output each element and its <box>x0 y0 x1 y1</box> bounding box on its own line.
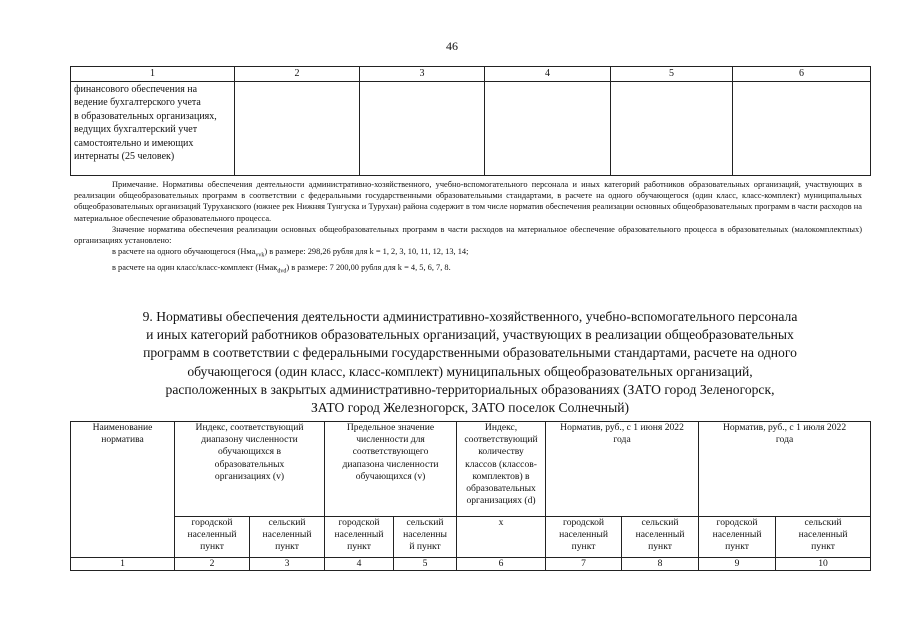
col-number: 6 <box>733 67 871 82</box>
continued-table-header-row <box>71 67 871 82</box>
empty-cell <box>611 81 733 175</box>
empty-cell <box>733 81 871 175</box>
empty-cell <box>485 81 611 175</box>
subheader-urban: городской населенный пункт <box>546 517 622 558</box>
note-rate-per-student: в расчете на одного обучающегося (Нма$_{vvk}$) в размере: 298,26 рубля для k = 1, 2, 3, 10, 11, 12, 13, 14; <box>112 247 469 259</box>
subheader-urban: городской населенный пункт <box>699 517 776 558</box>
subheader-urban: городской населенный пункт <box>325 517 394 558</box>
subheader-rural: сельский населенный пункт <box>622 517 699 558</box>
subheader-urban: городской населенный пункт <box>175 517 250 558</box>
col-number: 4 <box>325 558 394 571</box>
norms-table-number-row <box>71 558 871 571</box>
col-number: 2 <box>235 67 360 82</box>
col-number: 3 <box>250 558 325 571</box>
header-norm-name: Наименование норматива <box>71 422 175 558</box>
col-number: 5 <box>394 558 457 571</box>
norms-table <box>70 421 871 571</box>
norms-table-subheader-row <box>71 517 871 558</box>
col-number: 10 <box>776 558 871 571</box>
col-number: 1 <box>71 558 175 571</box>
subheader-x: х <box>457 517 546 558</box>
page-number: 46 <box>446 39 458 53</box>
note-paragraph: Значение норматива обеспечения реализации основных общеобразовательных программ в части расходов на материальное обеспечение образовательного процесса в образовательных (малокомплектных) организациях установлено: <box>74 224 862 246</box>
col-number: 3 <box>360 67 485 82</box>
subheader-rural: сельский населенный пункт <box>250 517 325 558</box>
col-number: 8 <box>622 558 699 571</box>
col-number: 4 <box>485 67 611 82</box>
col-number: 2 <box>175 558 250 571</box>
col-number: 5 <box>611 67 733 82</box>
col-number: 1 <box>71 67 235 82</box>
note-paragraph: Примечание. Нормативы обеспечения деятельности административно-хозяйственного, учебно-вспомогательного персонала и иных категорий работников образовательных организаций, участвующих в реализации общеобразовательных программ в соответствии с федеральными государственными образовательными стандартами, в расчете на одного обучающегося (один класс, класс-комплект) муниципальных общеобразовательных организаций Туруханского (южнее рек Нижняя Тунгуска и Турухан) района содержит в том числе норматив обеспечения реализации основных общеобразовательных программ в части расходов на материальное обеспечение образовательного процесса. <box>74 180 862 223</box>
header-norm-july-2022: Норматив, руб., с 1 июля 2022 года <box>699 422 871 517</box>
empty-cell <box>360 81 485 175</box>
section-heading: 9. Нормативы обеспечения деятельности административно-хозяйственного, учебно-вспомогательного персонала и иных категорий работников образовательных организаций, участвующих в реализации общеобразовательных программ в соответствии с федеральными государственными образовательными стандартами, расчете на одного обучающегося (один класс, класс-комплект) муниципальных общеобразовательных организаций, расположенных в закрытых административно-территориальных образованиях (ЗАТО город Зеленогорск, ЗАТО город Железногорск, ЗАТО поселок Солнечный) <box>142 309 798 416</box>
subheader-rural: сельский населенны й пункт <box>394 517 457 558</box>
col-number: 7 <box>546 558 622 571</box>
note-rate-per-class: в расчете на один класс/класс-комплект (Нмак$_{dvd}$) в размере: 7 200,00 рубля для k = 4, 5, 6, 7, 8. <box>112 263 451 275</box>
header-limit-value: Предельное значение численности для соответствующего диапазона численности обучающихся (v) <box>325 422 457 517</box>
col-number: 9 <box>699 558 776 571</box>
header-norm-june-2022: Норматив, руб., с 1 июня 2022 года <box>546 422 699 517</box>
norms-table-header-row <box>71 422 871 517</box>
header-index-d: Индекс, соответствующий количеству классов (классов- комплектов) в образовательных организациях (d) <box>457 422 546 517</box>
empty-cell <box>235 81 360 175</box>
table-row <box>71 81 871 175</box>
note-block <box>74 179 862 278</box>
row-label-cell: финансового обеспечения на ведение бухгалтерского учета в образовательных организациях, ведущих бухгалтерский учет самостоятельно и имеющих интернаты (25 человек) <box>71 81 235 175</box>
col-number: 6 <box>457 558 546 571</box>
subheader-rural: сельский населенный пункт <box>776 517 871 558</box>
header-index-v: Индекс, соответствующий диапазону численности обучающихся в образовательных организациях (v) <box>175 422 325 517</box>
continued-table <box>70 66 871 176</box>
